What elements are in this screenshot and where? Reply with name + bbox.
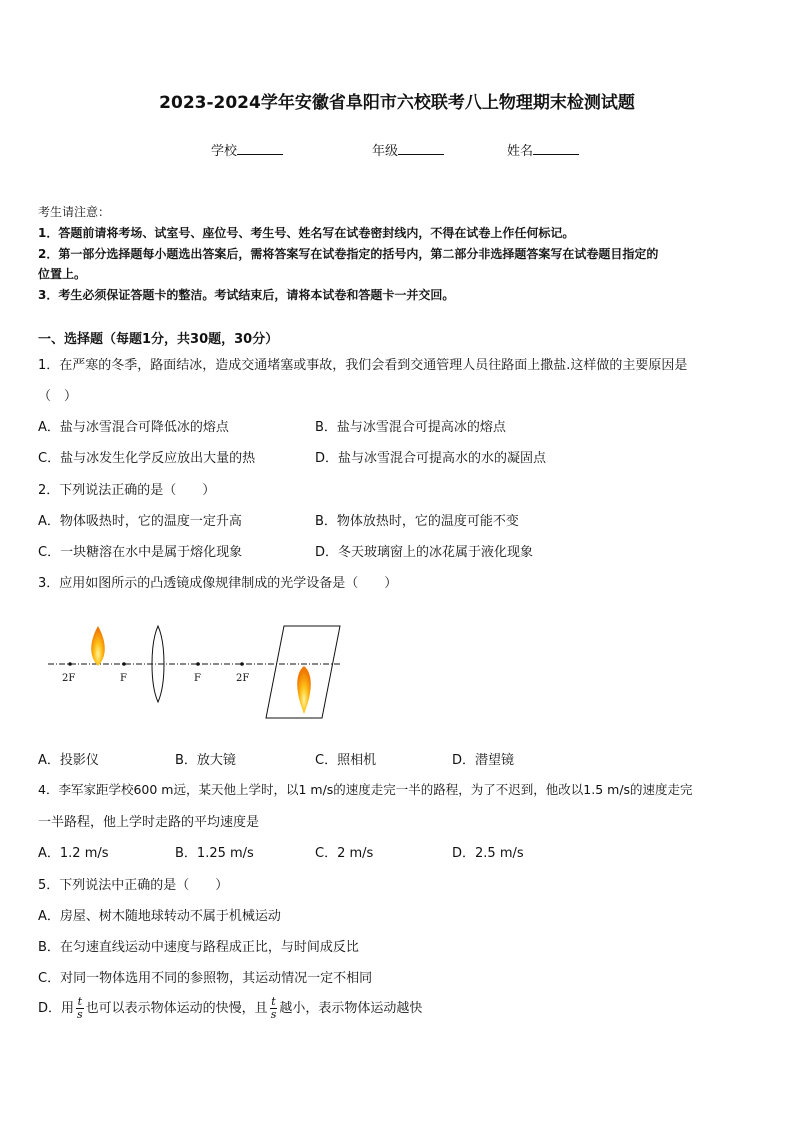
page-title: 2023-2024学年安徽省阜阳市六校联考八上物理期末检测试题 — [159, 93, 635, 113]
q1-option-b[interactable]: B．盐与冰雪混合可提高冰的熔点 — [315, 420, 506, 435]
question-1-stem: 1．在严寒的冬季，路面结冰，造成交通堵塞或事故，我们会看到交通管理人员往路面上撒盐.这样做的主要原因是 — [38, 358, 688, 373]
fraction-numerator-2: t — [271, 995, 276, 1008]
q4-option-c[interactable]: C．2 m/s — [315, 846, 374, 861]
q1-option-c[interactable]: C．盐与冰发生化学反应放出大量的热 — [38, 451, 256, 466]
fraction-denominator: s — [77, 1008, 83, 1021]
question-5-stem: 5．下列说法中正确的是（ ） — [38, 878, 229, 893]
grade-label: 年级 — [372, 144, 399, 159]
question-4-stem-cont: 一半路程，他上学时走路的平均速度是 — [38, 815, 260, 830]
q4-option-a[interactable]: A．1.2 m/s — [38, 846, 109, 861]
q5-option-d[interactable] — [38, 996, 422, 1021]
inverted-flame-image — [297, 666, 311, 714]
q5-option-a[interactable]: A．房屋、树木随地球转动不属于机械运动 — [38, 909, 281, 924]
q5-option-c[interactable]: C．对同一物体选用不同的参照物，其运动情况一定不相同 — [38, 971, 373, 986]
label-2f-right: 2F — [236, 673, 250, 684]
note-2: 2．第一部分选择题每小题选出答案后，需将答案写在试卷指定的括号内，第二部分非选择题答案写在试卷题目指定的 — [38, 247, 659, 261]
school-blank[interactable] — [237, 142, 283, 155]
fraction-t-over-s — [76, 996, 84, 1021]
grade-field[interactable] — [372, 140, 444, 159]
focal-mark-f-right — [196, 662, 200, 666]
q4-option-d[interactable]: D．2.5 m/s — [452, 846, 524, 861]
q5-option-d-mid: 也可以表示物体运动的快慢，且 — [85, 1001, 268, 1016]
label-2f-left: 2F — [62, 673, 76, 684]
question-4-stem: 4．李军家距学校600 m远，某天他上学时，以1 m/s的速度走完一半的路程，为了不迟到，他改以1.5 m/s的速度走完 — [38, 782, 693, 797]
grade-blank[interactable] — [398, 142, 444, 155]
q3-option-d[interactable]: D．潜望镜 — [452, 753, 515, 768]
q2-option-d[interactable]: D．冬天玻璃窗上的冰花属于液化现象 — [315, 545, 534, 560]
section-title: 一、选择题（每题1分，共30题，30分） — [38, 332, 279, 347]
q1-option-a[interactable]: A．盐与冰雪混合可降低冰的熔点 — [38, 420, 229, 435]
focal-mark-2f-right — [240, 662, 244, 666]
school-label: 学校 — [211, 144, 238, 159]
notes-title: 考生请注意： — [38, 205, 111, 219]
convex-lens-figure — [40, 618, 350, 724]
q5-option-d-suffix: 越小，表示物体运动越快 — [279, 1001, 423, 1016]
q5-option-b[interactable]: B．在匀速直线运动中速度与路程成正比，与时间成反比 — [38, 940, 359, 955]
note-1: 1．答题前请将考场、试室号、座位号、考生号、姓名写在试卷密封线内，不得在试卷上作任何标记。 — [38, 226, 575, 240]
question-3-stem: 3．应用如图所示的凸透镜成像规律制成的光学设备是（ ） — [38, 576, 398, 591]
focal-mark-f-left — [122, 662, 126, 666]
q2-option-a[interactable]: A．物体吸热时，它的温度一定升高 — [38, 514, 242, 529]
q1-option-d[interactable]: D．盐与冰雪混合可提高水的水的凝固点 — [315, 451, 547, 466]
q3-option-c[interactable]: C．照相机 — [315, 753, 377, 768]
fraction-denominator-2: s — [270, 1008, 277, 1021]
candle-flame-object — [91, 626, 105, 666]
q2-option-b[interactable]: B．物体放热时，它的温度可能不变 — [315, 514, 519, 529]
fraction-numerator: t — [77, 995, 83, 1008]
q2-option-c[interactable]: C．一块糖溶在水中是属于熔化现象 — [38, 545, 243, 560]
q3-option-a[interactable]: A．投影仪 — [38, 753, 99, 768]
label-f-right: F — [194, 673, 201, 684]
name-label: 姓名 — [507, 144, 534, 159]
q5-option-d-prefix: D．用 — [38, 1001, 75, 1016]
question-1-stem-cont: （ ） — [38, 389, 78, 404]
school-field[interactable] — [211, 140, 283, 159]
label-f-left: F — [120, 673, 127, 684]
note-3: 3．考生必须保证答题卡的整洁。考试结束后，请将本试卷和答题卡一并交回。 — [38, 288, 455, 302]
name-field[interactable] — [507, 140, 579, 159]
name-blank[interactable] — [533, 142, 579, 155]
fraction-t-over-s-2 — [270, 996, 278, 1021]
q3-option-b[interactable]: B．放大镜 — [175, 753, 236, 768]
note-2-cont: 位置上。 — [38, 267, 87, 281]
q4-option-b[interactable]: B．1.25 m/s — [175, 846, 254, 861]
question-2-stem: 2．下列说法正确的是（ ） — [38, 483, 216, 498]
focal-mark-2f-left — [68, 662, 72, 666]
